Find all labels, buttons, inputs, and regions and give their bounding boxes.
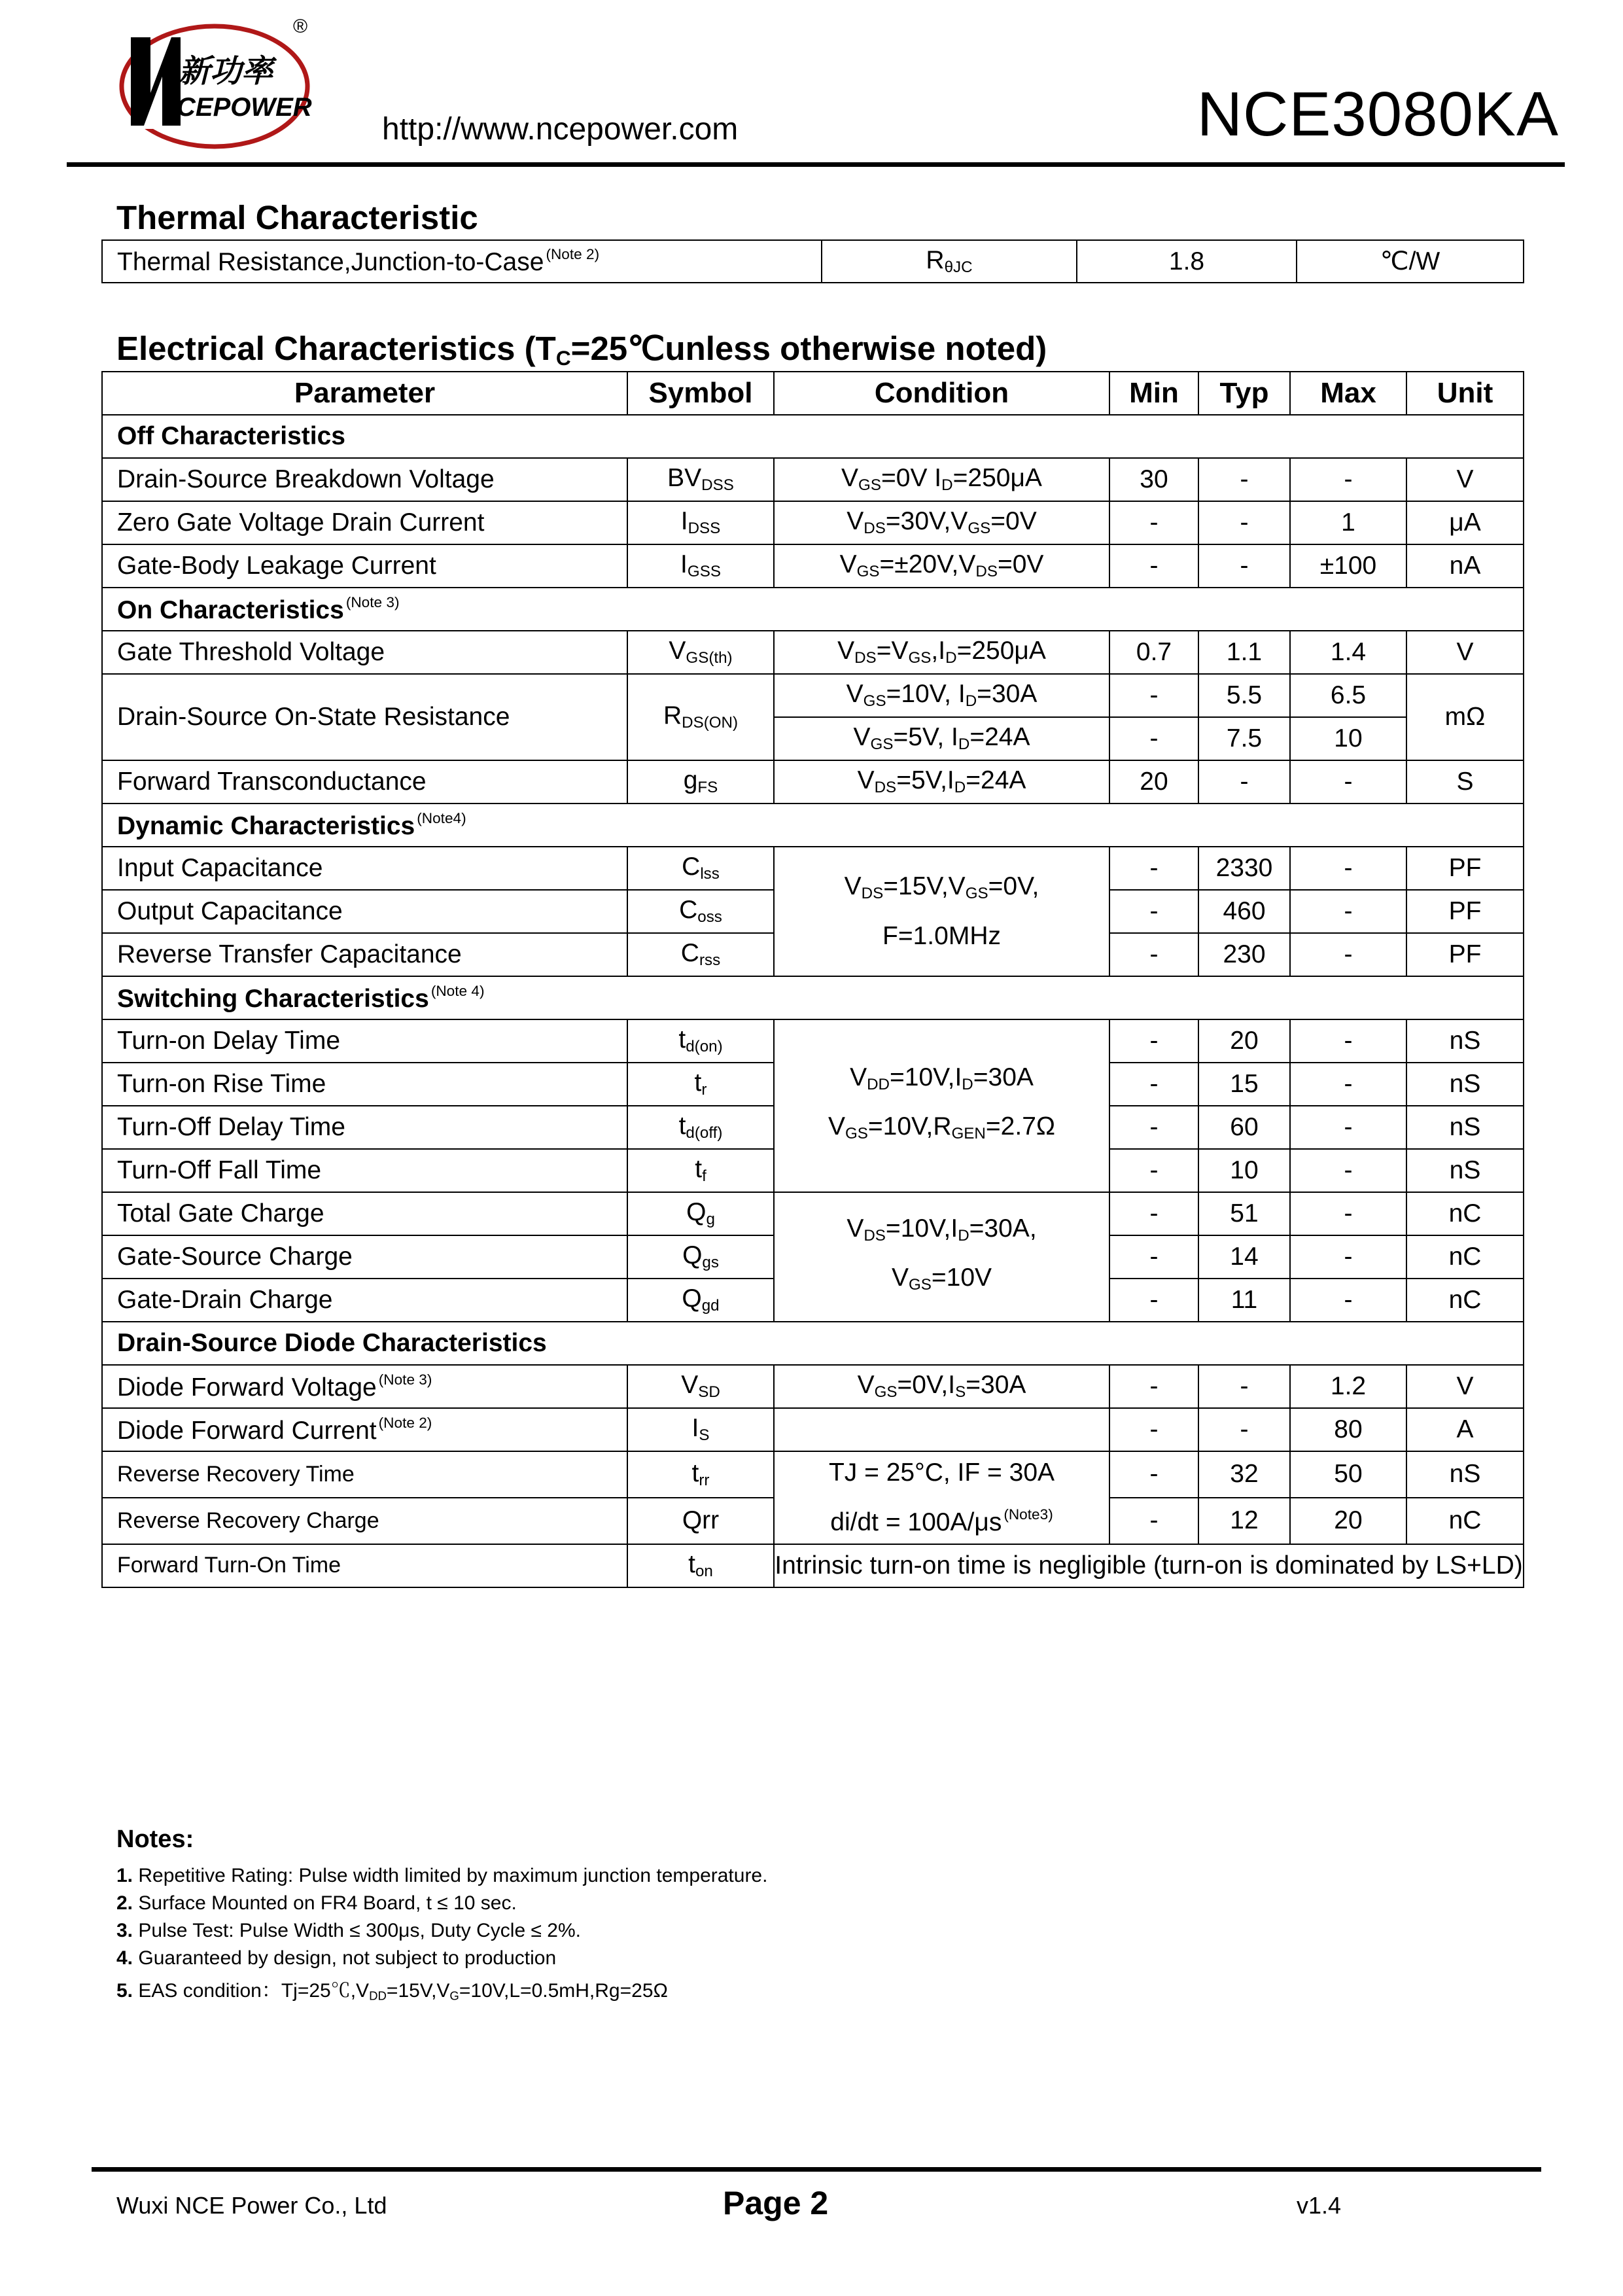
cell-symbol: $t_{on}$ bbox=[627, 1544, 774, 1587]
cell-max: - bbox=[1290, 1279, 1406, 1322]
cell-typ: 15 bbox=[1198, 1063, 1290, 1106]
cell-symbol: $Q_{gs}$ bbox=[627, 1235, 774, 1279]
svg-text:®: ® bbox=[293, 16, 308, 37]
cell-unit: mΩ bbox=[1406, 674, 1524, 760]
cell-max: - bbox=[1290, 1192, 1406, 1235]
section-row bbox=[102, 415, 1524, 458]
section-on: On Characteristics $^{(Note 3)}$ bbox=[102, 588, 1524, 631]
cell-unit: V bbox=[1406, 631, 1524, 674]
cell-param: Reverse Recovery Charge bbox=[102, 1498, 627, 1544]
cell-max: 10 bbox=[1290, 717, 1406, 760]
cell-param: Gate-Drain Charge bbox=[102, 1279, 627, 1322]
col-header-typ: Typ bbox=[1198, 372, 1290, 415]
cell-min: - bbox=[1109, 1235, 1198, 1279]
table-header-row bbox=[102, 372, 1524, 415]
cell-max: - bbox=[1290, 1106, 1406, 1149]
cell-min: - bbox=[1109, 501, 1198, 544]
section-row bbox=[102, 1322, 1524, 1365]
section-row bbox=[102, 976, 1524, 1019]
cell-unit: V bbox=[1406, 1365, 1524, 1408]
cell-condition: $V_{GS}=0V,I_S=30A$ bbox=[774, 1365, 1109, 1408]
cell-min: - bbox=[1109, 1063, 1198, 1106]
cell-min: - bbox=[1109, 717, 1198, 760]
cell-max: 1 bbox=[1290, 501, 1406, 544]
table-row bbox=[102, 1544, 1524, 1587]
cell-symbol: $Q_{gd}$ bbox=[627, 1279, 774, 1322]
cell-typ: 11 bbox=[1198, 1279, 1290, 1322]
thermal-param: Thermal Resistance,Junction-to-Case $^{(Note 2)}$ bbox=[102, 240, 822, 283]
cell-param: Zero Gate Voltage Drain Current bbox=[102, 501, 627, 544]
cell-symbol: $V_{GS(th)}$ bbox=[627, 631, 774, 674]
cell-max: - bbox=[1290, 1063, 1406, 1106]
col-header-unit: Unit bbox=[1406, 372, 1524, 415]
table-row bbox=[102, 240, 1524, 283]
cell-max: - bbox=[1290, 847, 1406, 890]
cell-max: 6.5 bbox=[1290, 674, 1406, 717]
cell-max: 50 bbox=[1290, 1451, 1406, 1498]
cell-unit: PF bbox=[1406, 933, 1524, 976]
cell-symbol: $t_{d(off)}$ bbox=[627, 1106, 774, 1149]
section-off: Off Characteristics bbox=[102, 415, 1524, 458]
table-row bbox=[102, 544, 1524, 588]
cell-max: - bbox=[1290, 760, 1406, 804]
cell-min: - bbox=[1109, 1451, 1198, 1498]
cell-symbol: $I_S$ bbox=[627, 1408, 774, 1451]
section-row bbox=[102, 588, 1524, 631]
cell-param: Input Capacitance bbox=[102, 847, 627, 890]
cell-typ: - bbox=[1198, 1408, 1290, 1451]
cell-condition bbox=[774, 1408, 1109, 1451]
cell-min: 20 bbox=[1109, 760, 1198, 804]
cell-typ: - bbox=[1198, 544, 1290, 588]
cell-symbol: $C_{oss}$ bbox=[627, 890, 774, 933]
cell-min: - bbox=[1109, 890, 1198, 933]
cell-unit: μA bbox=[1406, 501, 1524, 544]
cell-min: 30 bbox=[1109, 458, 1198, 501]
cell-symbol: $R_{DS(ON)}$ bbox=[627, 674, 774, 760]
note-item: 2. Surface Mounted on FR4 Board, t ≤ 10 sec. bbox=[116, 1892, 517, 1914]
cell-param: Turn-on Delay Time bbox=[102, 1019, 627, 1063]
page-number: Page 2 bbox=[723, 2185, 829, 2221]
cell-max: - bbox=[1290, 933, 1406, 976]
cell-typ: 51 bbox=[1198, 1192, 1290, 1235]
cell-param: Diode Forward Voltage $^{(Note 3)}$ bbox=[102, 1365, 627, 1408]
cell-param: Forward Transconductance bbox=[102, 760, 627, 804]
cell-typ: - bbox=[1198, 458, 1290, 501]
cell-condition: $V_{GS}=\pm 20V,V_{DS}=0V$ bbox=[774, 544, 1109, 588]
cell-max: - bbox=[1290, 1235, 1406, 1279]
cell-condition: $V_{DS}=30V,V_{GS}=0V$ bbox=[774, 501, 1109, 544]
cell-param: Output Capacitance bbox=[102, 890, 627, 933]
cell-symbol: $C_{lss}$ bbox=[627, 847, 774, 890]
cell-max: - bbox=[1290, 890, 1406, 933]
svg-text:CEPOWER: CEPOWER bbox=[177, 93, 312, 122]
thermal-unit: ℃/W bbox=[1297, 240, 1524, 283]
col-header-condition: Condition bbox=[774, 372, 1109, 415]
section-dynamic: Dynamic Characteristics $^{(Note4)}$ bbox=[102, 804, 1524, 847]
cell-min: - bbox=[1109, 1408, 1198, 1451]
cell-min: - bbox=[1109, 1192, 1198, 1235]
cell-unit: PF bbox=[1406, 890, 1524, 933]
cell-typ: - bbox=[1198, 1365, 1290, 1408]
electrical-title: Electrical Characteristics ($T_C=25℃unless$ otherwise noted) bbox=[116, 330, 1047, 370]
col-header-max: Max bbox=[1290, 372, 1406, 415]
cell-param: Turn-Off Delay Time bbox=[102, 1106, 627, 1149]
cell-max: 1.2 bbox=[1290, 1365, 1406, 1408]
cell-max: ±100 bbox=[1290, 544, 1406, 588]
table-row bbox=[102, 1451, 1524, 1498]
cell-condition: Intrinsic turn-on time is negligible (turn-on is dominated by LS+LD) bbox=[774, 1544, 1524, 1587]
cell-unit: A bbox=[1406, 1408, 1524, 1451]
table-row bbox=[102, 1365, 1524, 1408]
cell-condition: $V_{DS}=5V,I_D=24A$ bbox=[774, 760, 1109, 804]
thermal-symbol: $R_{\theta JC}$ bbox=[822, 240, 1077, 283]
cell-symbol: $g_{FS}$ bbox=[627, 760, 774, 804]
cell-param: Reverse Transfer Capacitance bbox=[102, 933, 627, 976]
note-item: 3. Pulse Test: Pulse Width ≤ 300μs, Duty Cycle ≤ 2%. bbox=[116, 1920, 581, 1941]
footer-rule bbox=[92, 2167, 1541, 2172]
cell-min: - bbox=[1109, 1498, 1198, 1544]
thermal-value: 1.8 bbox=[1077, 240, 1297, 283]
cell-typ: 7.5 bbox=[1198, 717, 1290, 760]
cell-symbol: $C_{rss}$ bbox=[627, 933, 774, 976]
note-item: 4. Guaranteed by design, not subject to production bbox=[116, 1947, 557, 1969]
website-url[interactable]: http://www.ncepower.com bbox=[382, 112, 739, 147]
cell-typ: 20 bbox=[1198, 1019, 1290, 1063]
part-number: NCE3080KA bbox=[1196, 79, 1559, 149]
cell-max: 80 bbox=[1290, 1408, 1406, 1451]
cell-unit: nS bbox=[1406, 1063, 1524, 1106]
cell-param: Gate-Body Leakage Current bbox=[102, 544, 627, 588]
cell-condition: $V_{DS}=10V,I_D=30A$, $V_{GS}=10V$ bbox=[774, 1192, 1109, 1322]
cell-unit: nC bbox=[1406, 1192, 1524, 1235]
cell-param: Total Gate Charge bbox=[102, 1192, 627, 1235]
cell-condition: $V_{GS}=0V$ $I_D=250\mu A$ bbox=[774, 458, 1109, 501]
cell-typ: 1.1 bbox=[1198, 631, 1290, 674]
cell-unit: nA bbox=[1406, 544, 1524, 588]
cell-symbol: $I_{DSS}$ bbox=[627, 501, 774, 544]
col-header-symbol: Symbol bbox=[627, 372, 774, 415]
cell-min: - bbox=[1109, 1106, 1198, 1149]
cell-unit: nS bbox=[1406, 1451, 1524, 1498]
table-row bbox=[102, 847, 1524, 890]
cell-typ: 12 bbox=[1198, 1498, 1290, 1544]
cell-min: - bbox=[1109, 933, 1198, 976]
cell-symbol: $Q_g$ bbox=[627, 1192, 774, 1235]
thermal-title: Thermal Characteristic bbox=[116, 199, 478, 236]
cell-unit: nC bbox=[1406, 1279, 1524, 1322]
cell-unit: V bbox=[1406, 458, 1524, 501]
header-rule bbox=[67, 162, 1565, 167]
cell-symbol: $BV_{DSS}$ bbox=[627, 458, 774, 501]
cell-symbol: Qrr bbox=[627, 1498, 774, 1544]
table-row bbox=[102, 1408, 1524, 1451]
cell-max: - bbox=[1290, 458, 1406, 501]
table-row bbox=[102, 1192, 1524, 1235]
cell-typ: 14 bbox=[1198, 1235, 1290, 1279]
cell-typ: 10 bbox=[1198, 1149, 1290, 1192]
cell-max: 20 bbox=[1290, 1498, 1406, 1544]
notes-list bbox=[116, 1862, 767, 2010]
cell-typ: 2330 bbox=[1198, 847, 1290, 890]
cell-typ: 60 bbox=[1198, 1106, 1290, 1149]
table-row bbox=[102, 501, 1524, 544]
cell-max: 1.4 bbox=[1290, 631, 1406, 674]
cell-param: Drain-Source On-State Resistance bbox=[102, 674, 627, 760]
cell-typ: 32 bbox=[1198, 1451, 1290, 1498]
cell-condition: $V_{DD}=10V,I_D=30A$ $V_{GS}=10V,R_{GEN}=2.7\Omega$ bbox=[774, 1019, 1109, 1192]
section-diode: Drain-Source Diode Characteristics bbox=[102, 1322, 1524, 1365]
cell-min: - bbox=[1109, 847, 1198, 890]
cell-max: - bbox=[1290, 1149, 1406, 1192]
cell-min: 0.7 bbox=[1109, 631, 1198, 674]
cell-param: Gate-Source Charge bbox=[102, 1235, 627, 1279]
cell-condition: $V_{DS}=15V,V_{GS}=0V$, F=1.0MHz bbox=[774, 847, 1109, 976]
cell-symbol: $I_{GSS}$ bbox=[627, 544, 774, 588]
cell-param: Reverse Recovery Time bbox=[102, 1451, 627, 1498]
note-item: 1. Repetitive Rating: Pulse width limited by maximum junction temperature. bbox=[116, 1865, 768, 1886]
cell-symbol: $t_r$ bbox=[627, 1063, 774, 1106]
cell-min: - bbox=[1109, 674, 1198, 717]
cell-unit: PF bbox=[1406, 847, 1524, 890]
table-row bbox=[102, 458, 1524, 501]
cell-symbol: $t_{d(on)}$ bbox=[627, 1019, 774, 1063]
cell-unit: S bbox=[1406, 760, 1524, 804]
cell-condition: $V_{GS}=5V$, $I_D=24A$ bbox=[774, 717, 1109, 760]
cell-typ: - bbox=[1198, 760, 1290, 804]
cell-unit: nS bbox=[1406, 1106, 1524, 1149]
cell-condition: $V_{DS}=V_{GS},I_D=250\mu A$ bbox=[774, 631, 1109, 674]
cell-min: - bbox=[1109, 544, 1198, 588]
cell-max: - bbox=[1290, 1019, 1406, 1063]
document-version: v1.4 bbox=[1297, 2192, 1342, 2219]
cell-symbol: $V_{SD}$ bbox=[627, 1365, 774, 1408]
cell-param: Turn-Off Fall Time bbox=[102, 1149, 627, 1192]
cell-unit: nS bbox=[1406, 1019, 1524, 1063]
cell-min: - bbox=[1109, 1019, 1198, 1063]
cell-min: - bbox=[1109, 1365, 1198, 1408]
section-row bbox=[102, 804, 1524, 847]
cell-param: Diode Forward Current $^{(Note 2)}$ bbox=[102, 1408, 627, 1451]
cell-unit: nC bbox=[1406, 1498, 1524, 1544]
svg-text:新功率: 新功率 bbox=[179, 53, 273, 90]
cell-min: - bbox=[1109, 1149, 1198, 1192]
company-name: Wuxi NCE Power Co., Ltd bbox=[116, 2192, 387, 2219]
cell-param: Forward Turn-On Time bbox=[102, 1544, 627, 1587]
cell-symbol: $t_f$ bbox=[627, 1149, 774, 1192]
cell-param: Gate Threshold Voltage bbox=[102, 631, 627, 674]
cell-unit: nS bbox=[1406, 1149, 1524, 1192]
section-switching: Switching Characteristics $^{(Note 4)}$ bbox=[102, 976, 1524, 1019]
cell-typ: 5.5 bbox=[1198, 674, 1290, 717]
cell-typ: - bbox=[1198, 501, 1290, 544]
electrical-table bbox=[101, 371, 1524, 1588]
cell-min: - bbox=[1109, 1279, 1198, 1322]
col-header-min: Min bbox=[1109, 372, 1198, 415]
cell-condition: $V_{GS}=10V$, $I_D=30A$ bbox=[774, 674, 1109, 717]
cell-condition: TJ = 25°C, IF = 30A di/dt = 100A/μs $^{(Note3)}$ bbox=[774, 1451, 1109, 1544]
cell-symbol: $t_{rr}$ bbox=[627, 1451, 774, 1498]
table-row bbox=[102, 1019, 1524, 1063]
table-row bbox=[102, 631, 1524, 674]
cell-param: Drain-Source Breakdown Voltage bbox=[102, 458, 627, 501]
cell-typ: 460 bbox=[1198, 890, 1290, 933]
notes-title: Notes: bbox=[116, 1826, 194, 1853]
cell-typ: 230 bbox=[1198, 933, 1290, 976]
cell-param: Turn-on Rise Time bbox=[102, 1063, 627, 1106]
table-row bbox=[102, 674, 1524, 717]
note-item: 5. EAS condition：$Tj=25℃,V_{DD}=15V,V_G=10V,L=0.5mH,Rg=25\Omega$ bbox=[116, 1980, 668, 2003]
col-header-parameter: Parameter bbox=[102, 372, 627, 415]
company-logo bbox=[116, 14, 319, 150]
table-row bbox=[102, 760, 1524, 804]
cell-unit: nC bbox=[1406, 1235, 1524, 1279]
thermal-table bbox=[101, 239, 1524, 283]
